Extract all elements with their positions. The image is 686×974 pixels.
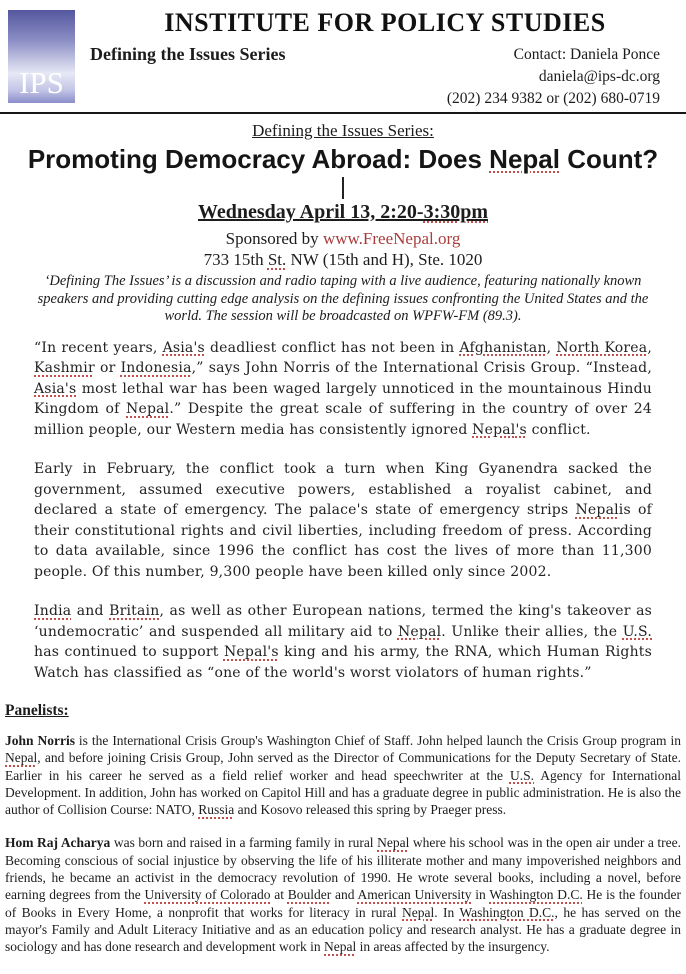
event-series-line: Defining the Issues Series: bbox=[252, 121, 434, 140]
sponsor-line bbox=[0, 228, 686, 249]
ips-logo bbox=[8, 10, 75, 103]
panelist-name: John Norris bbox=[5, 733, 75, 748]
header bbox=[0, 0, 686, 110]
org-name: INSTITUTE FOR POLICY STUDIES bbox=[164, 8, 606, 37]
panelist-name: Hom Raj Acharya bbox=[5, 835, 111, 851]
series-label: Defining the Issues Series bbox=[90, 44, 286, 64]
sponsored-by-label: Sponsored by bbox=[225, 229, 319, 248]
event-description: ‘Defining The Issues’ is a discussion and radio taping with a live audience, featuring nationally known speakers and providing cutting edge analysis on the defining issues confronting the United States and the world. The session will be broadcasted on WPFW-FM (89.3). bbox=[37, 273, 649, 324]
paragraph-king-takeover: Early in February, the conflict took a turn when King Gyanendra sacked the government, assumed executive powers, established a royalist cabinet, and declared a state of emergency. The palace's state of emergency strips Nepalis of their constitutional rights and civil liberties, including freedom of press. According to data available, since 1996 the conflict has cost the lives of more than 11,300 people. Of this number, 9,300 people have been killed only since 2002. bbox=[34, 461, 652, 580]
bio-john-norris bbox=[5, 732, 681, 818]
event-title: Promoting Democracy Abroad: Does Nepal Count? bbox=[27, 144, 659, 174]
contact-block bbox=[447, 44, 660, 110]
header-divider bbox=[0, 112, 686, 114]
flyer-body bbox=[0, 122, 686, 956]
panelist-bio-text: is the International Crisis Group's Washington Chief of Staff. John helped launch the Crisis Group program in Nepal, and before joining Crisis Group, John served as the Director of Communications for the Deputy Secretary of State. Earlier in his career he served as a field relief worker and head speechwriter at the U.S. Agency for International Development. In addition, John has worked on Capitol Hill and has a graduate degree in public administration. He is also the author of Collision Course: NATO, Russia and Kosovo released this spring by Praeger press. bbox=[5, 733, 681, 818]
ips-logo-text: IPS bbox=[19, 65, 64, 100]
contact-phone: (202) 234 9382 or (202) 680-0719 bbox=[446, 90, 660, 107]
panelists-heading: Panelists: bbox=[5, 702, 69, 719]
divider-bar bbox=[342, 177, 344, 199]
paragraph-conflict-overview: “In recent years, Asia's deadliest conflict has not been in Afghanistan, North Korea, Kashmir or Indonesia,” says John Norris of the International Crisis Group. “Instead, Asia's most lethal war has been waged largely unnoticed in the mountainous Hindu Kingdom of Nepal.” Despite the great scale of suffering in the country of over 24 million people, our Western media has consistently ignored Nepal's conflict. bbox=[34, 339, 652, 438]
event-datetime: Wednesday April 13, 2:20-3:30pm bbox=[197, 201, 489, 223]
contact-email: daniela@ips-dc.org bbox=[538, 68, 660, 85]
event-address: 733 15th St. NW (15th and H), Ste. 1020 bbox=[203, 250, 483, 269]
article-paragraphs bbox=[34, 338, 652, 684]
contact-name: Contact: Daniela Ponce bbox=[513, 46, 660, 63]
paragraph-international-response: India and Britain, as well as other European nations, termed the king's takeover as ‘undemocratic’ and suspended all military aid to Nepal. Unlike their allies, the U.S. has continued to support Nepal's king and his army, the RNA, which Human Rights Watch has classified as “one of the world's worst violators of human rights.” bbox=[34, 603, 653, 681]
bio-hom-raj-acharya bbox=[5, 834, 681, 955]
sponsor-link[interactable]: www.FreeNepal.org bbox=[322, 229, 461, 248]
panelists-section bbox=[5, 702, 681, 956]
header-row bbox=[90, 44, 660, 110]
panelist-bio-text: was born and raised in a farming family in rural Nepal where his school was in the open air under a tree. Becoming conscious of social injustice by observing the life of his illiterate mother and many impoverished neighbors and friends, he became an activist in the democracy revolution of 1990. He wrote several books, including a novel, before earning degrees from the University of Colorado at Boulder and American University in Washington D.C. He is the founder of Books in Every Home, a nonprofit that works for literacy in rural Nepal. In Washington D.C., he has served on the mayor's Family and Adult Literacy Initiative and as an education policy and research analyst. He has a graduate degree in sociology and has done research and development work in Nepal in areas affected by the insurgency. bbox=[5, 835, 681, 955]
